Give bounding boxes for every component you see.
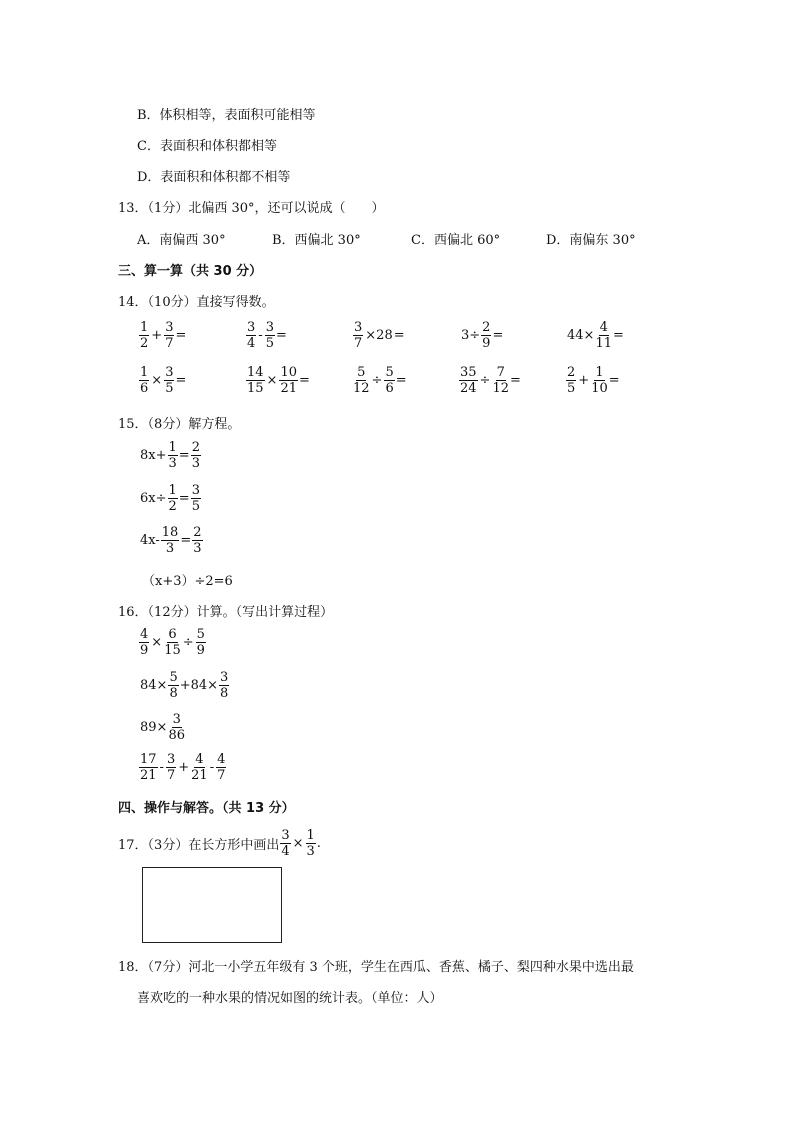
q13-option-c: C．西偏北 60° — [411, 233, 501, 248]
q14-item-7: $\frac{14}{15}$ × $\frac{10}{21}$ = — [247, 365, 310, 396]
q14-item-9: $\frac{35}{24}$ ÷ $\frac{7}{12}$ = — [460, 365, 521, 396]
q17-stem: 17．（3分）在长方形中画出 $\frac{3}{4}$ × $\frac{1}{3}$ . — [118, 828, 321, 859]
q14-item-1: $\frac{1}{2}$ + $\frac{3}{7}$ = — [140, 320, 187, 351]
q12-option-b: B．体积相等，表面积可能相等 — [137, 108, 316, 123]
q17-rectangle[interactable] — [142, 867, 282, 943]
q13-option-d: D．南偏东 30° — [546, 233, 636, 248]
q15-equation-3: 4x- $\frac{18}{3}$ = $\frac{2}{3}$ — [140, 525, 202, 556]
q13-stem: 13．（1分）北偏西 30°，还可以说成（ ） — [118, 201, 385, 216]
q14-item-2: $\frac{3}{4}$ - $\frac{3}{5}$ = — [247, 320, 287, 351]
q16-stem: 16．（12分）计算。（写出计算过程） — [118, 605, 334, 620]
q12-option-d: D．表面积和体积都不相等 — [137, 170, 291, 185]
section-4-title: 四、操作与解答。（共 13 分） — [118, 801, 295, 816]
q15-stem: 15．（8分）解方程。 — [118, 417, 241, 432]
q15-equation-2: 6x÷ $\frac{1}{2}$ = $\frac{3}{5}$ — [140, 483, 200, 514]
q14-item-5: 44× $\frac{4}{11}$ = — [567, 320, 624, 351]
q13-option-b: B．西偏北 30° — [272, 233, 361, 248]
q15-equation-4: （x+3）÷2=6 — [142, 574, 233, 589]
q16-expression-3: 89× $\frac{3}{86}$ — [140, 712, 185, 743]
q18-stem-line-1: 18．（7分）河北一小学五年级有 3 个班，学生在西瓜、香蕉、橘子、梨四种水果中选出最 — [118, 960, 634, 975]
section-3-title: 三、算一算（共 30 分） — [118, 264, 263, 279]
q13-option-a: A．南偏西 30° — [137, 233, 226, 248]
q14-item-10: $\frac{2}{5}$ + $\frac{1}{10}$ = — [567, 365, 620, 396]
q14-item-3: $\frac{3}{7}$ ×28 = — [354, 320, 405, 351]
q16-expression-1: $\frac{4}{9}$ × $\frac{6}{15}$ ÷ $\frac{5}{9}$ — [140, 627, 205, 658]
q14-item-8: $\frac{5}{12}$ ÷ $\frac{5}{6}$ = — [353, 365, 407, 396]
q14-item-6: $\frac{1}{6}$ × $\frac{3}{5}$ = — [140, 365, 187, 396]
q12-option-c: C．表面积和体积都相等 — [137, 139, 277, 154]
q14-item-4: 3÷ $\frac{2}{9}$ = — [461, 320, 504, 351]
q16-expression-2: 84× $\frac{5}{8}$ +84× $\frac{3}{8}$ — [140, 670, 229, 701]
q16-expression-4: $\frac{17}{21}$ - $\frac{3}{7}$ + $\frac{4}{21}$ - $\frac{4}{7}$ — [140, 752, 226, 783]
q18-stem-line-2: 喜欢吃的一种水果的情况如图的统计表。（单位：人） — [137, 991, 443, 1006]
q15-equation-1: 8x+ $\frac{1}{3}$ = $\frac{2}{3}$ — [140, 440, 200, 471]
q14-stem: 14．（10分）直接写得数。 — [118, 295, 275, 310]
